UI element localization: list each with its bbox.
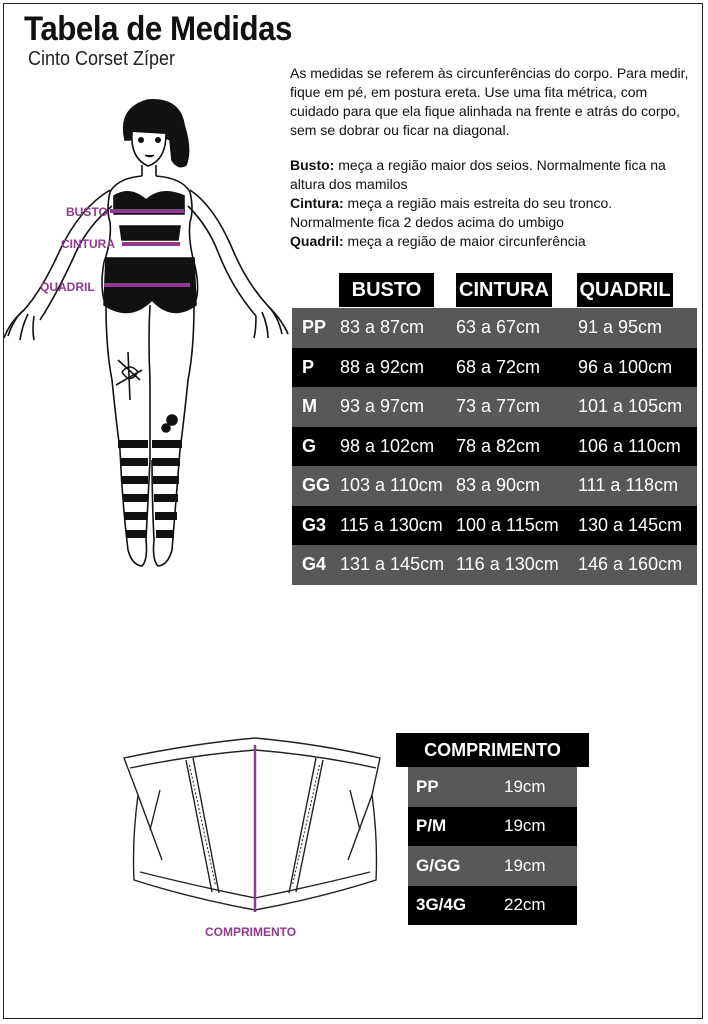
size-cell: G [302, 435, 317, 456]
comprimento-label: COMPRIMENTO [205, 925, 297, 939]
size-cell: PP [302, 317, 327, 338]
quadril-def-label: Quadril: [290, 233, 344, 249]
table-row [292, 466, 697, 506]
size-cell: P/M [416, 816, 447, 836]
busto-def-text: meça a região maior dos seios. Normalmente fica na altura dos mamilos [290, 157, 666, 192]
cintura-def-label: Cintura: [290, 195, 344, 211]
page-title: Tabela de Medidas [24, 10, 292, 48]
table-row [408, 807, 577, 847]
body-illustration [0, 90, 290, 590]
length-table [408, 767, 577, 925]
busto-cell: 93 a 97cm [340, 396, 425, 417]
length-cell: 19cm [504, 776, 546, 796]
length-cell: 19cm [504, 855, 546, 875]
cintura-cell: 78 a 82cm [456, 435, 541, 456]
cintura-cell: 63 a 67cm [456, 317, 541, 338]
busto-cell: 83 a 87cm [340, 317, 425, 338]
quadril-def-text: meça a região de maior circunferência [343, 233, 586, 249]
quadril-cell: 146 a 160cm [578, 554, 683, 575]
cintura-cell: 116 a 130cm [456, 554, 559, 575]
size-cell: GG [302, 475, 331, 496]
table-row [408, 886, 577, 926]
header-cintura: CINTURA [456, 273, 552, 307]
corset-illustration [120, 733, 385, 918]
intro-paragraph: As medidas se referem às circunferências do corpo. Para medir, fique em pé, em postura ereta. Use uma fita métrica, com cuidado para que ela fique alinhada na frente e atrás do corpo, sem se dobrar ou ficar na diagonal. [290, 65, 689, 138]
table-row [408, 767, 577, 807]
size-cell: G/GG [416, 855, 461, 875]
cintura-definition [290, 194, 690, 232]
table-row [292, 387, 697, 427]
quadril-cell: 96 a 100cm [578, 356, 673, 377]
header-quadril: QUADRIL [577, 273, 673, 307]
quadril-cell: 130 a 145cm [578, 514, 683, 535]
quadril-cell: 91 a 95cm [578, 317, 663, 338]
instructions [290, 64, 690, 251]
size-cell: G3 [302, 514, 327, 535]
cintura-cell: 68 a 72cm [456, 356, 541, 377]
cintura-cell: 73 a 77cm [456, 396, 541, 417]
cintura-def-text: meça a região mais estreita do seu tronco. Normalmente fica 2 dedos acima do umbigo [290, 195, 613, 230]
busto-cell: 115 a 130cm [340, 514, 443, 535]
page-subtitle: Cinto Corset Zíper [28, 48, 176, 70]
table-row [292, 348, 697, 388]
cintura-cell: 83 a 90cm [456, 475, 541, 496]
size-cell: PP [416, 776, 439, 796]
quadril-cell: 106 a 110cm [578, 435, 681, 456]
busto-def-label: Busto: [290, 157, 335, 173]
table-row [292, 308, 697, 348]
table-row [292, 545, 697, 585]
busto-definition [290, 156, 690, 194]
header-busto: BUSTO [339, 273, 434, 307]
header-comprimento: COMPRIMENTO [396, 733, 589, 767]
table-row [408, 846, 577, 886]
size-cell: 3G/4G [416, 895, 467, 915]
quadril-cell: 101 a 105cm [578, 396, 683, 417]
busto-cell: 98 a 102cm [340, 435, 435, 456]
size-cell: G4 [302, 554, 327, 575]
busto-cell: 88 a 92cm [340, 356, 425, 377]
length-cell: 19cm [504, 816, 546, 836]
quadril-label: QUADRIL [40, 280, 95, 294]
size-table [292, 308, 697, 585]
length-cell: 22cm [504, 895, 546, 915]
cintura-label: CINTURA [61, 237, 115, 251]
size-cell: P [302, 356, 315, 377]
table-row [292, 506, 697, 546]
busto-cell: 103 a 110cm [340, 475, 443, 496]
cintura-cell: 100 a 115cm [456, 514, 559, 535]
quadril-cell: 111 a 118cm [578, 475, 679, 496]
quadril-definition [290, 232, 690, 251]
busto-label: BUSTO [66, 205, 108, 219]
busto-cell: 131 a 145cm [340, 554, 445, 575]
size-cell: M [302, 396, 317, 417]
table-row [292, 427, 697, 467]
